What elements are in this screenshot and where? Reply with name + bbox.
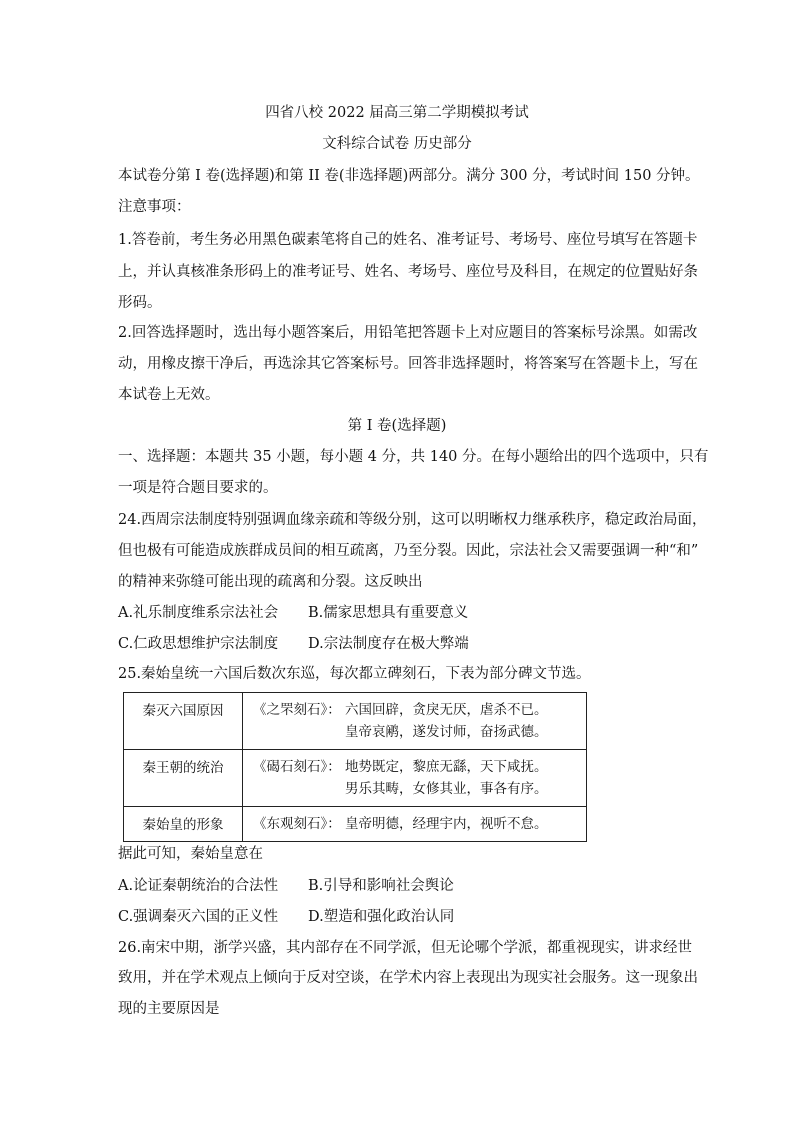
table-category-cell: 秦王朝的统治 — [124, 750, 243, 807]
table-text-cell — [243, 750, 587, 807]
exam-subtitle: 文科综合试卷 历史部分 — [322, 136, 472, 152]
q24-stem-line: 但也极有可能造成族群成员间的相互疏离，乃至分裂。因此，宗法社会又需要强调一种“和” — [118, 543, 699, 559]
stele-excerpt: 皇帝哀鹇，遂发讨师，奋扬武德。 — [345, 724, 548, 740]
stele-source: 《碣石刻石》： — [253, 759, 341, 775]
section-title: 第 I 卷(选择题) — [347, 418, 447, 434]
note-1-line: 上，并认真核准条形码上的准考证号、姓名、考场号、座位号及科目，在规定的位置贴好条 — [118, 264, 698, 280]
stele-source: 《之罘刻石》： — [253, 702, 341, 718]
table-category-cell: 秦始皇的形象 — [124, 807, 243, 842]
q25-options-row — [118, 876, 454, 896]
stele-excerpt: 皇帝明德，经理宇内，视听不怠。 — [345, 816, 548, 832]
note-1-line: 1.答卷前，考生务必用黑色碳素笔将自己的姓名、准考证号、考场号、座位号填写在答题卡 — [118, 232, 698, 248]
table-row — [124, 807, 587, 842]
q25-option-c: C.强调秦灭六国的正义性 — [118, 909, 279, 925]
q26-stem-line: 现的主要原因是 — [118, 1001, 220, 1017]
exam-title: 四省八校 2022 届高三第二学期模拟考试 — [265, 105, 529, 121]
q26-stem-line: 致用，并在学术观点上倾向于反对空谈，在学术内容上表现出为现实社会服务。这一现象出 — [118, 970, 698, 986]
q24-options-row — [118, 634, 469, 654]
stele-excerpt: 六国回辟，贪戾无厌，虐杀不已。 — [345, 702, 548, 718]
q24-option-a: A.礼乐制度维系宗法社会 — [118, 605, 279, 621]
stele-table — [123, 692, 587, 842]
table-category-cell: 秦灭六国原因 — [124, 693, 243, 750]
stele-excerpt: 地势既定，黎庶无繇，天下咸抚。 — [345, 759, 548, 775]
q24-option-c: C.仁政思想维护宗法制度 — [118, 636, 279, 652]
q24-option-d: D.宗法制度存在极大弊端 — [308, 636, 469, 652]
q25-options-row — [118, 907, 454, 927]
section-instructions-line: 一项是符合题目要求的。 — [118, 480, 278, 496]
q26-stem-line: 26.南宋中期，浙学兴盛，其内部存在不同学派，但无论哪个学派，都重视现实，讲求经世 — [118, 940, 693, 956]
note-1-line: 形码。 — [118, 295, 162, 311]
q25-stem: 25.秦始皇统一六国后数次东巡，每次都立碑刻石，下表为部分碑文节选。 — [118, 666, 591, 682]
notes-heading: 注意事项： — [118, 199, 191, 215]
intro-text: 本试卷分第 I 卷(选择题)和第 II 卷(非选择题)两部分。满分 300 分，考试时间 150 分钟。 — [118, 168, 700, 184]
table-row — [124, 750, 587, 807]
section-instructions-line: 一、选择题：本题共 35 小题，每小题 4 分，共 140 分。在每小题给出的四个选项中，只有 — [118, 449, 709, 465]
q24-stem-line: 24.西周宗法制度特别强调血缘亲疏和等级分别，这可以明晰权力继承秩序，稳定政治局面， — [118, 512, 707, 528]
stele-source: 《东观刻石》： — [253, 816, 341, 832]
q25-option-b: B.引导和影响社会舆论 — [308, 878, 454, 894]
q25-option-a: A.论证秦朝统治的合法性 — [118, 878, 279, 894]
note-2-line: 动，用橡皮擦干净后，再选涂其它答案标号。回答非选择题时，将答案写在答题卡上，写在 — [118, 356, 698, 372]
table-row — [124, 693, 587, 750]
q25-follow: 据此可知，秦始皇意在 — [118, 846, 263, 862]
q24-option-b: B.儒家思想具有重要意义 — [308, 605, 469, 621]
q24-stem-line: 的精神来弥缝可能出现的疏离和分裂。这反映出 — [118, 574, 423, 590]
stele-excerpt: 男乐其畴，女修其业，事各有序。 — [345, 781, 548, 797]
note-2-line: 2.回答选择题时，选出每小题答案后，用铅笔把答题卡上对应题目的答案标号涂黑。如需改 — [118, 325, 698, 341]
table-text-cell — [243, 693, 587, 750]
note-2-line: 本试卷上无效。 — [118, 387, 220, 403]
q25-option-d: D.塑造和强化政治认同 — [308, 909, 455, 925]
table-text-cell — [243, 807, 587, 842]
q24-options-row — [118, 603, 468, 623]
